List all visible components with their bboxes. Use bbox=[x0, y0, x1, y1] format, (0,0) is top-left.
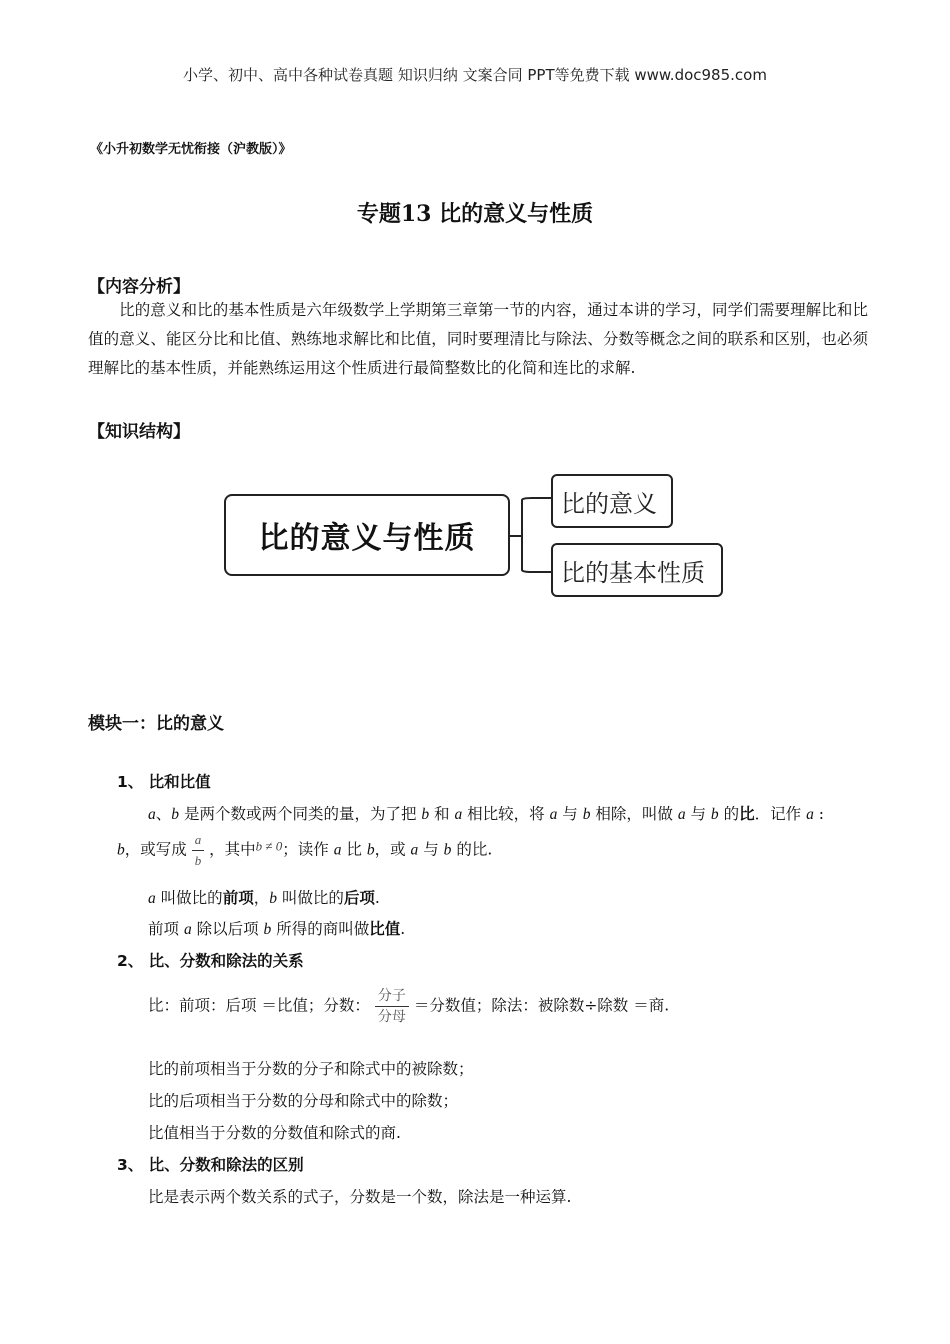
module1-heading: 模块一：比的意义 bbox=[88, 714, 224, 734]
content-analysis-heading: 【内容分析】 bbox=[88, 277, 190, 297]
page-title: 专题13 比的意义与性质 bbox=[356, 201, 594, 227]
fraction-numerator-over-denominator: $\frac{\text{分子}}{\text{分母}}$ bbox=[375, 986, 409, 1027]
item1-heading: 1、 比和比值 bbox=[117, 773, 211, 791]
content-analysis-text: 比的意义和比的基本性质是六年级数学上学期第三章第一节的内容，通过本讲的学习，同学们需要理解比和比值的意义、能区分比和比值、熟练地求解比和比值，同时要理清比与除法、分数等概念之间的联系和区别，也必须理解比的基本性质，并能熟练运用这个性质进行最简整数比的化简和连比的求解. bbox=[88, 301, 868, 377]
fraction-a-over-b: $\frac{a}{b}$ bbox=[192, 830, 205, 871]
item3-text: 比是表示两个数关系的式子，分数是一个数，除法是一种运算. bbox=[148, 1188, 572, 1206]
item1-line3: a 叫做比的前项，b 叫做比的后项. bbox=[148, 888, 380, 907]
mindmap-main-node: 比的意义与性质 bbox=[224, 494, 510, 576]
series-title: 《小升初数学无忧衔接（沪教版）》 bbox=[90, 142, 292, 157]
item1-line2: b，或写成 $\frac{a}{b}$ ，其中$^{b \ne 0}$；读作 a 比 b，或 a 与 b 的比. bbox=[117, 830, 492, 871]
mindmap-node-property: 比的基本性质 bbox=[551, 543, 723, 597]
item3-heading: 3、 比、分数和除法的区别 bbox=[117, 1156, 304, 1174]
page-header: 小学、初中、高中各种试卷真题 知识归纳 文案合同 PPT等免费下载 www.doc985.com bbox=[183, 66, 767, 84]
item1-line4: 前项 a 除以后项 b 所得的商叫做比值. bbox=[148, 919, 406, 938]
item2-p3: 比值相当于分数的分数值和除式的商. bbox=[148, 1124, 401, 1142]
knowledge-structure-heading: 【知识结构】 bbox=[88, 422, 190, 442]
mindmap-node-meaning: 比的意义 bbox=[551, 474, 673, 528]
item2-p2: 比的后项相当于分数的分母和除式中的除数； bbox=[148, 1092, 459, 1110]
item2-heading: 2、 比、分数和除法的关系 bbox=[117, 952, 304, 970]
item2-relation-line: 比：前项：后项 ＝比值；分数： $\frac{\text{分子}}{\text{分母}}$ ＝分数值；除法：被除数÷除数 ＝商. bbox=[148, 988, 670, 1025]
item2-p1: 比的前项相当于分数的分子和除式中的被除数； bbox=[148, 1060, 474, 1078]
item1-line1: a、b 是两个数或两个同类的量，为了把 b 和 a 相比较，将 a 与 b 相除，叫做 a 与 b 的比．记作 a : bbox=[148, 804, 824, 823]
